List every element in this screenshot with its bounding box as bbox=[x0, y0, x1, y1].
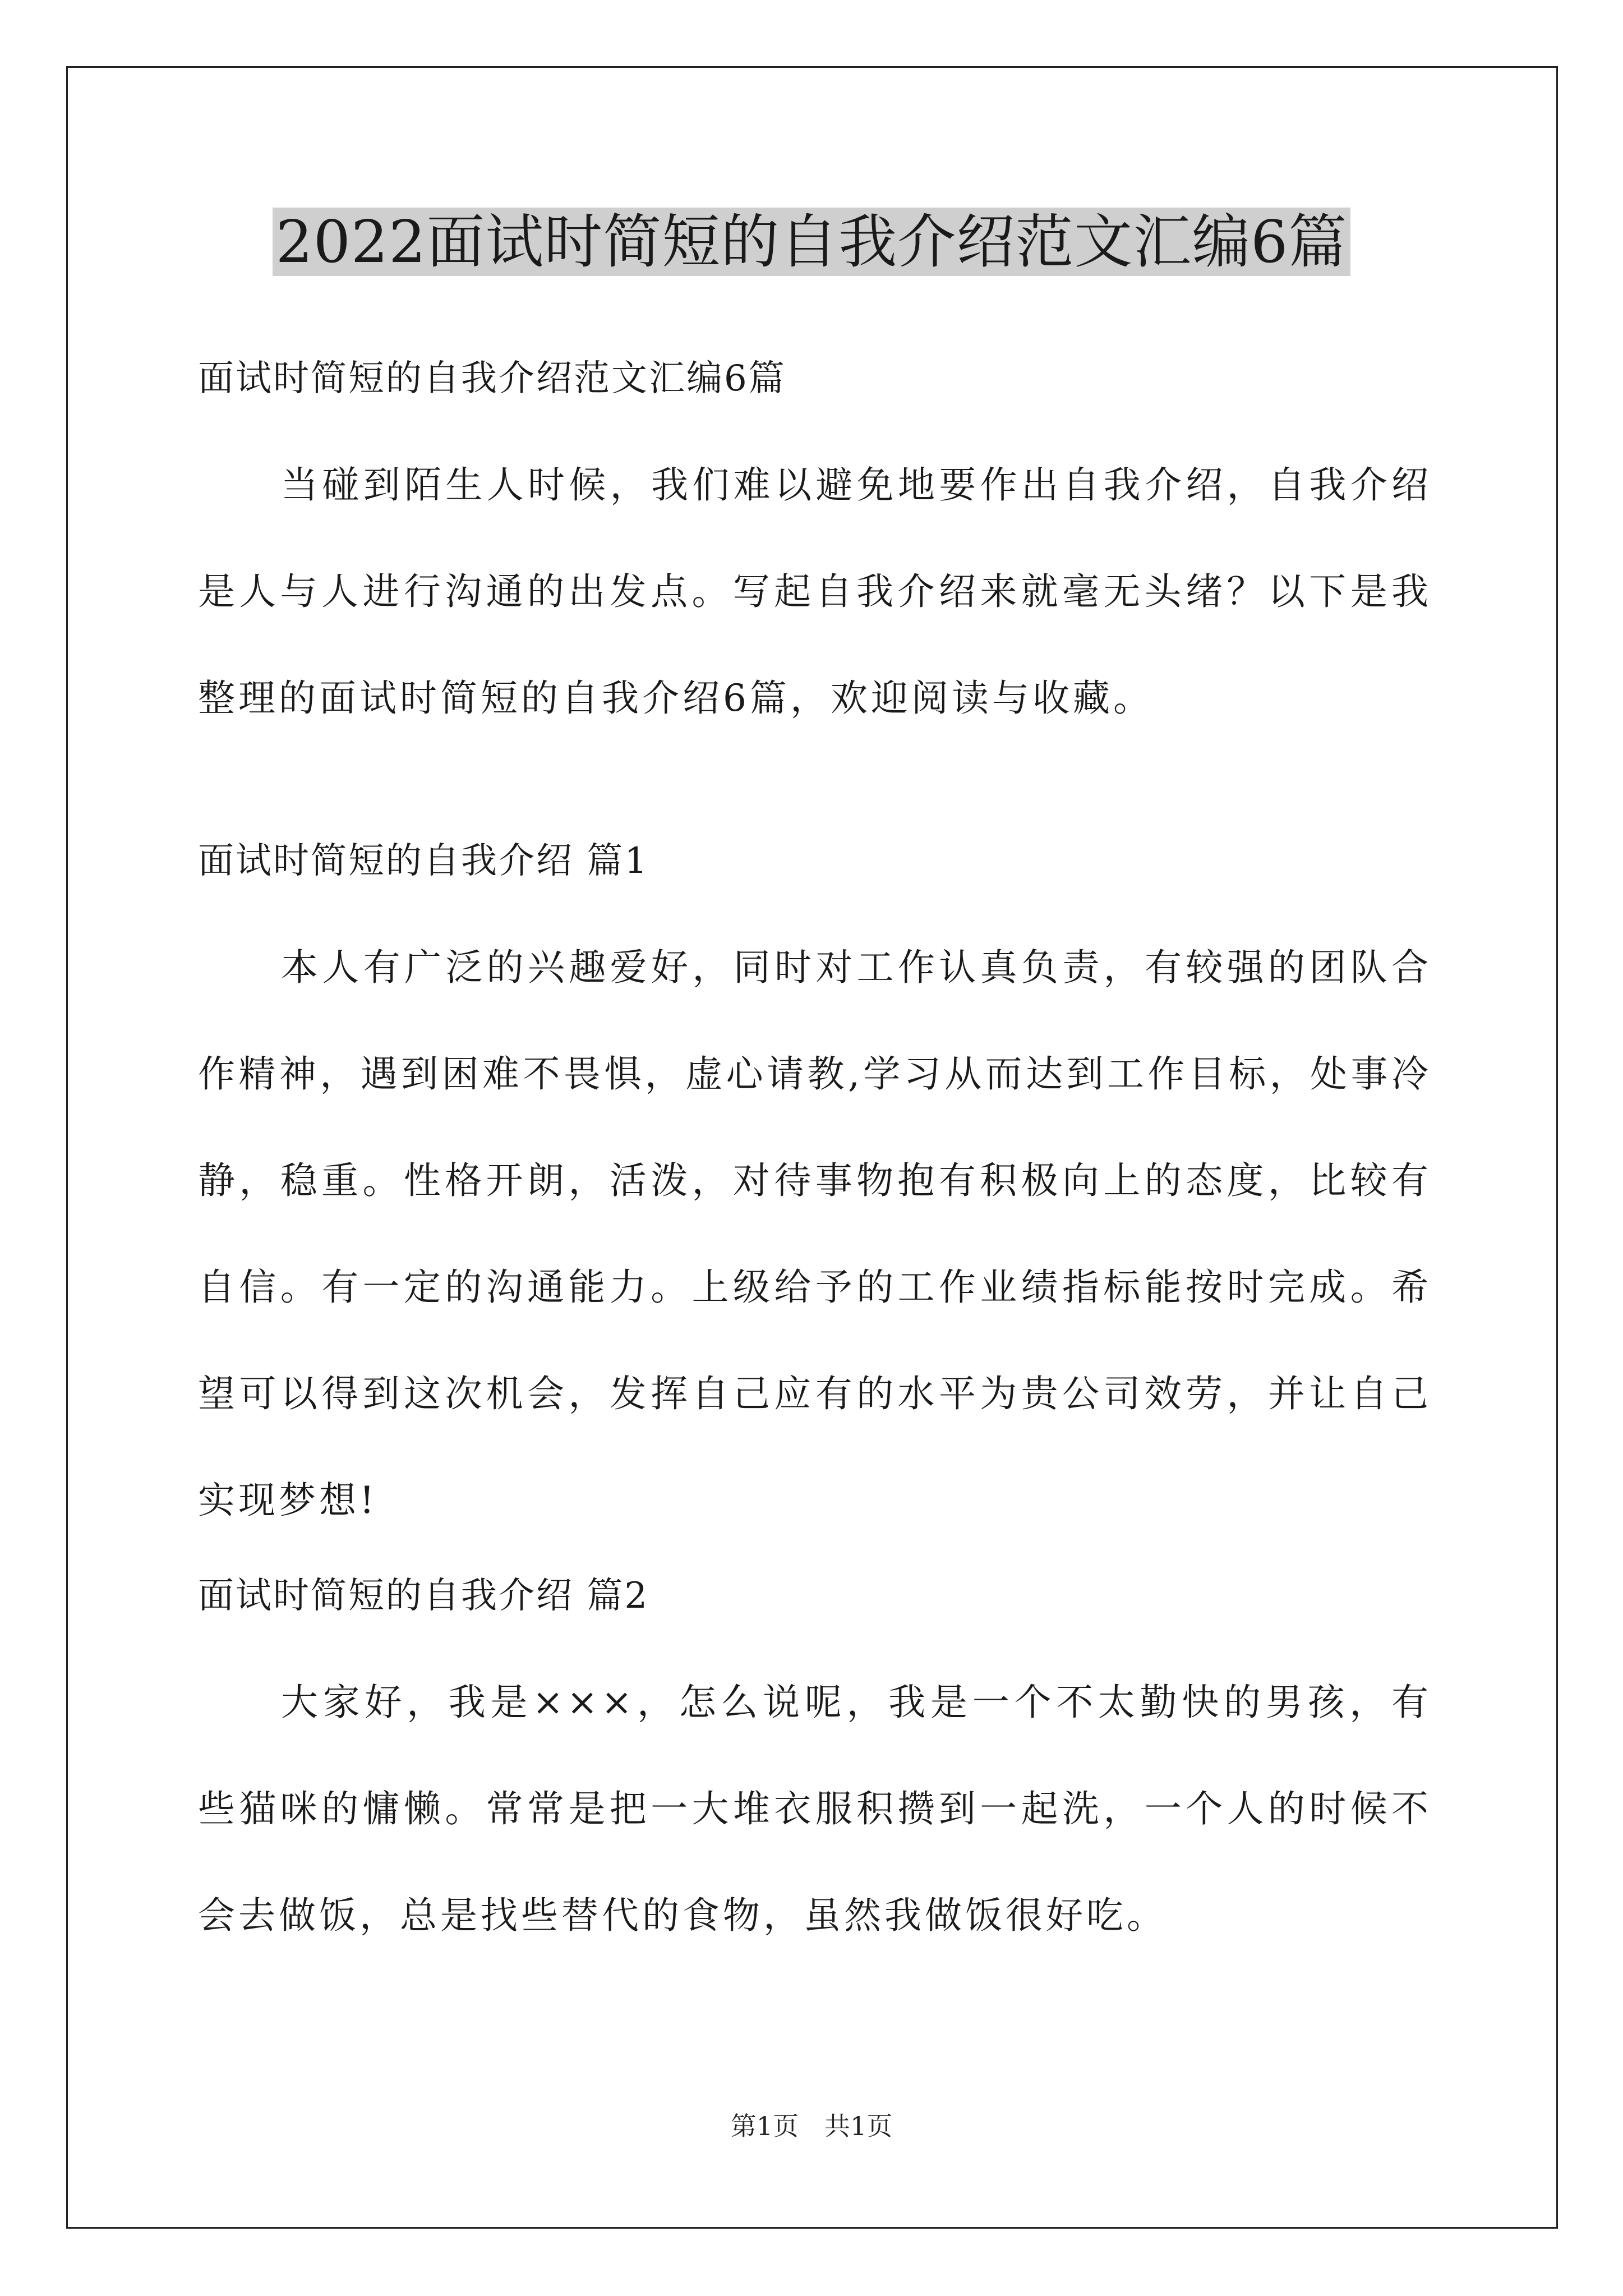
section-heading-2: 面试时简短的自我介绍 篇2 bbox=[198, 1575, 649, 1617]
document-body bbox=[198, 337, 1432, 1969]
section-body-2: 大家好，我是×××，怎么说呢，我是一个不太勤快的男孩，有些猫咪的慵懒。常常是把一大堆衣服积攒到一起洗，一个人的时候不会去做饭，总是找些替代的食物，虽然我做饭很好吃。 bbox=[198, 1681, 1432, 1937]
intro-paragraph: 当碰到陌生人时候，我们难以避免地要作出自我介绍，自我介绍是人与人进行沟通的出发点。写起自我介绍来就毫无头绪？以下是我整理的面试时简短的自我介绍6篇，欢迎阅读与收藏。 bbox=[198, 463, 1432, 720]
document-title-text: 2022面试时简短的自我介绍范文汇编6篇 bbox=[273, 208, 1351, 276]
section-body-1: 本人有广泛的兴趣爱好，同时对工作认真负责，有较强的团队合作精神，遇到困难不畏惧，虚心请教,学习从而达到工作目标，处事冷静，稳重。性格开朗，活泼，对待事物抱有积极向上的态度，比较有自信。有一定的沟通能力。上级给予的工作业绩指标能按时完成。希望可以得到这次机会，发挥自己应有的水平为贵公司效劳，并让自己实现梦想! bbox=[198, 946, 1432, 1522]
document-title bbox=[0, 200, 1623, 284]
section-heading-1: 面试时简短的自我介绍 篇1 bbox=[198, 840, 649, 882]
page-footer: 第1页 共1页 bbox=[730, 2111, 893, 2141]
document-subtitle: 面试时简短的自我介绍范文汇编6篇 bbox=[198, 358, 786, 399]
